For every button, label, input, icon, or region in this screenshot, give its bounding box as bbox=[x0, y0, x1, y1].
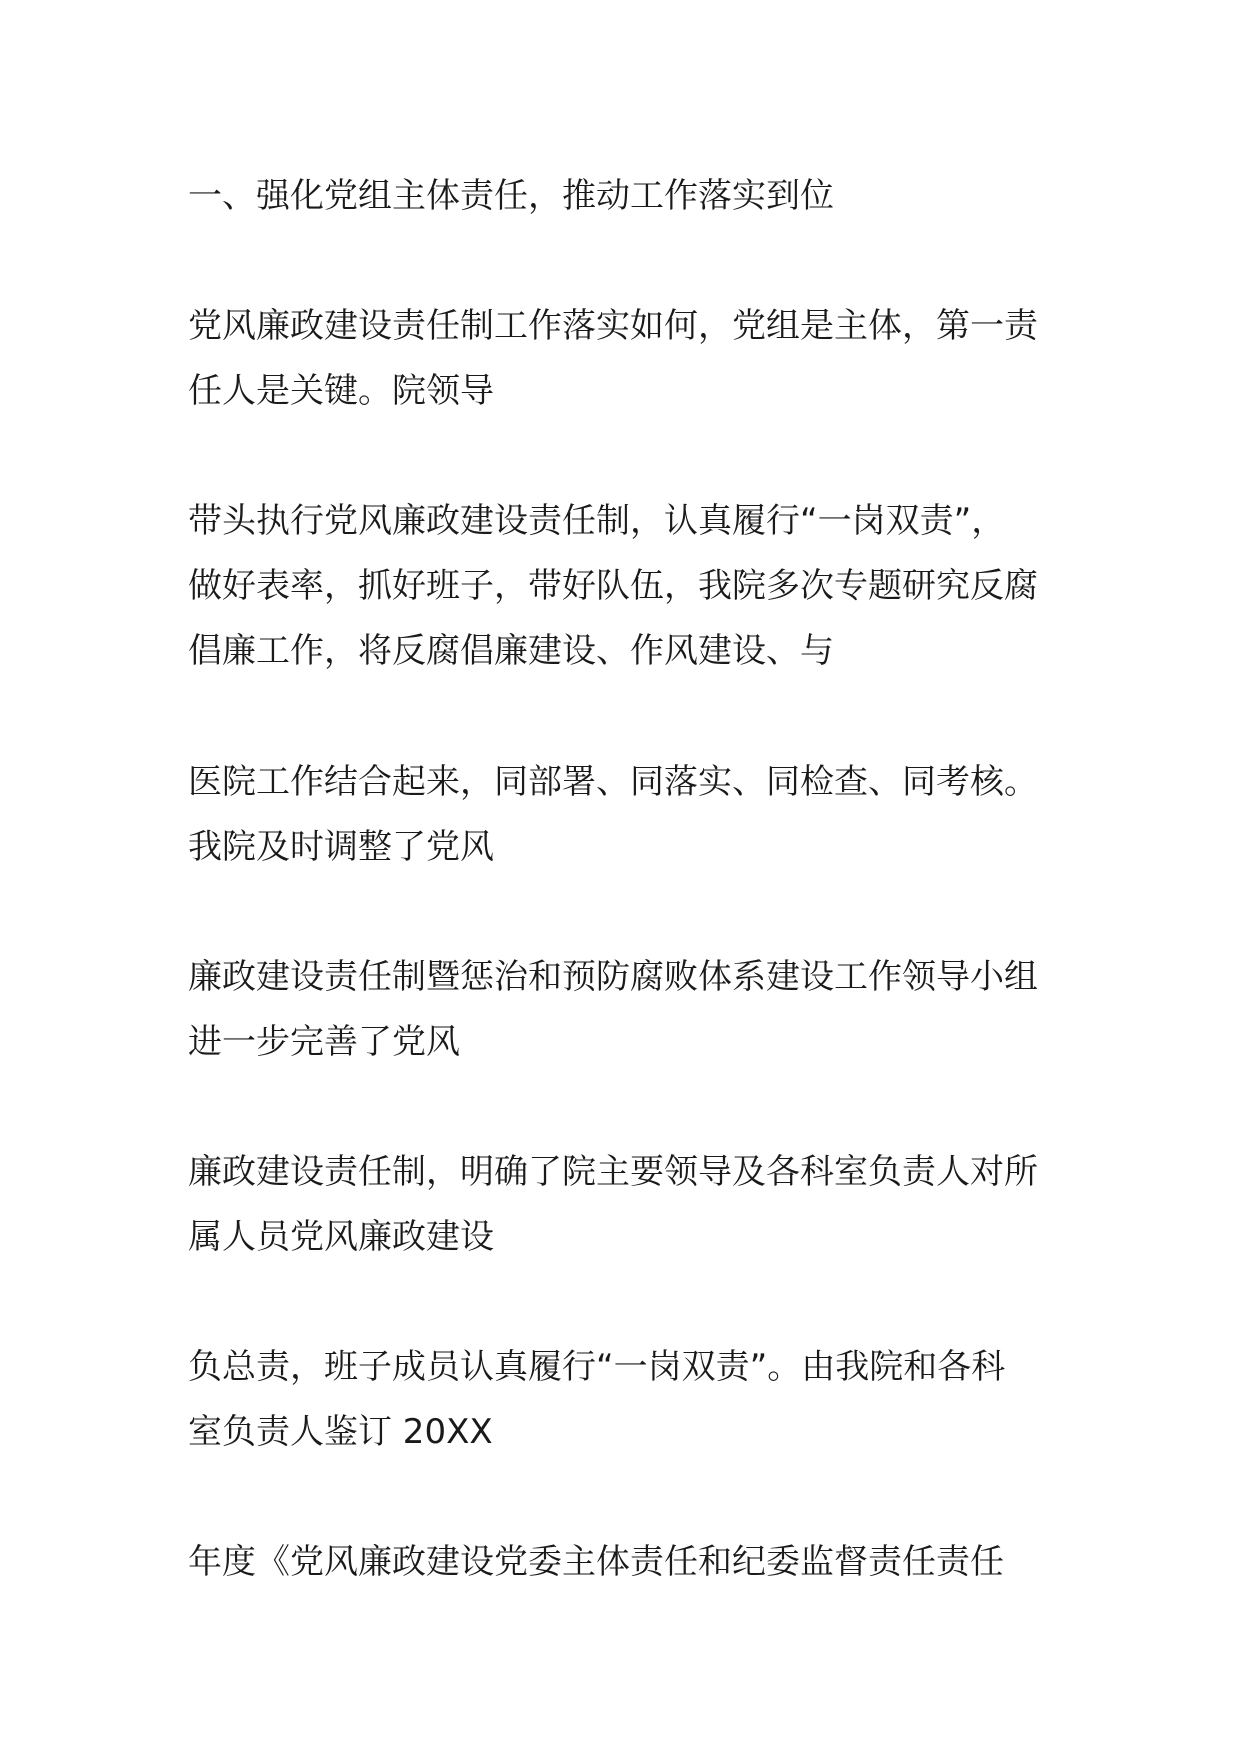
paragraph-6 bbox=[188, 1335, 1068, 1465]
paragraph-line: 廉政建设责任制，明确了院主要领导及各科室负责人对所 bbox=[188, 1152, 1038, 1192]
paragraph-7 bbox=[188, 1530, 1068, 1595]
paragraph-line: 任人是关键。院领导 bbox=[188, 371, 494, 411]
paragraph-line: 室负责人鉴订 20XX bbox=[188, 1412, 493, 1452]
paragraph-line: 医院工作结合起来，同部署、同落实、同检查、同考核。 bbox=[188, 762, 1038, 802]
paragraph-line: 属人员党风廉政建设 bbox=[188, 1217, 494, 1257]
paragraph-1 bbox=[188, 294, 1068, 424]
paragraph-line: 负总责，班子成员认真履行“一岗双责”。由我院和各科 bbox=[188, 1347, 1006, 1387]
paragraph-line: 进一步完善了党风 bbox=[188, 1022, 460, 1062]
paragraph-4 bbox=[188, 945, 1068, 1075]
paragraph-line: 倡廉工作，将反腐倡廉建设、作风建设、与 bbox=[188, 631, 834, 671]
heading-line: 一、强化党组主体责任，推动工作落实到位 bbox=[188, 176, 834, 216]
paragraph-line: 廉政建设责任制暨惩治和预防腐败体系建设工作领导小组 bbox=[188, 957, 1038, 997]
paragraph-line: 我院及时调整了党风 bbox=[188, 827, 494, 867]
paragraph-line: 党风廉政建设责任制工作落实如何，党组是主体，第一责 bbox=[188, 306, 1038, 346]
paragraph-line: 年度《党风廉政建设党委主体责任和纪委监督责任责任 bbox=[188, 1542, 1004, 1582]
section-heading bbox=[188, 164, 1068, 229]
paragraph-3 bbox=[188, 750, 1068, 880]
paragraph-line: 做好表率，抓好班子，带好队伍，我院多次专题研究反腐 bbox=[188, 566, 1038, 606]
paragraph-line: 带头执行党风廉政建设责任制，认真履行“一岗双责”， bbox=[188, 501, 1006, 541]
paragraph-2 bbox=[188, 489, 1068, 684]
paragraph-5 bbox=[188, 1140, 1068, 1270]
